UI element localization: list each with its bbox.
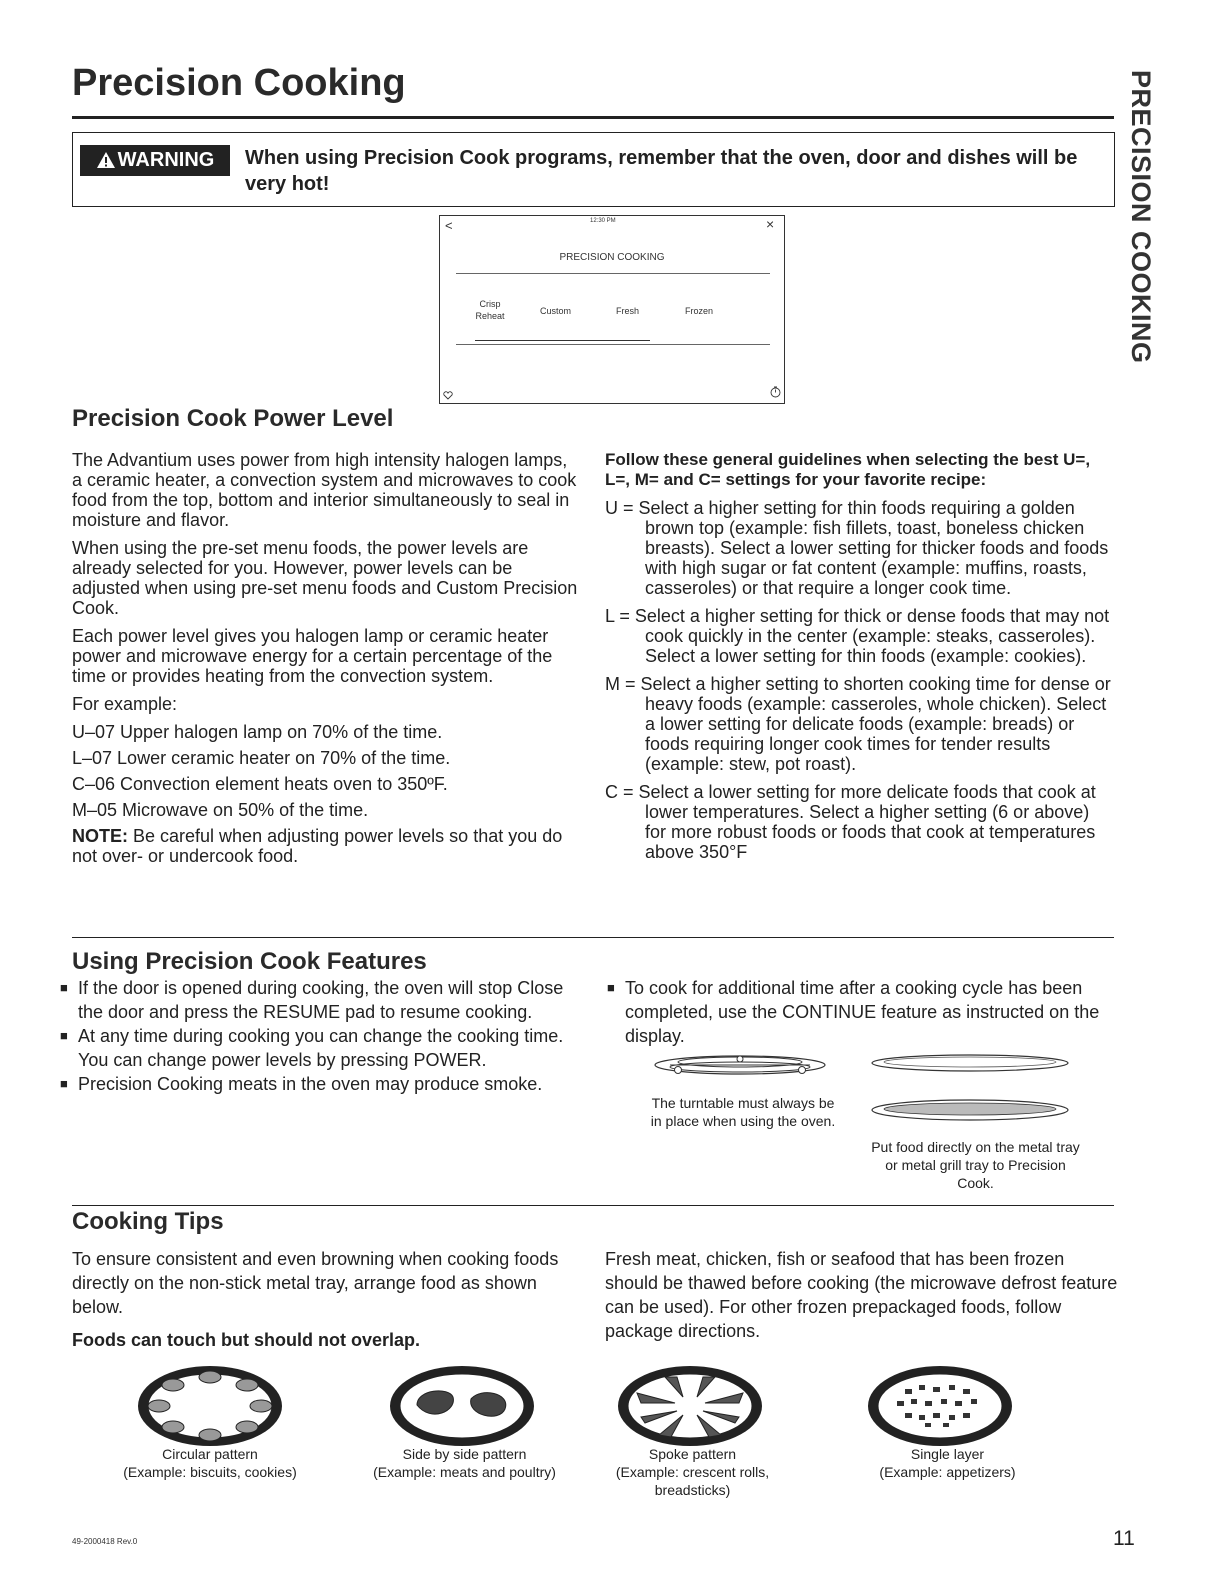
pattern-caption: Circular pattern (Example: biscuits, cookies) [123, 1446, 297, 1480]
circular-pattern-illustration [135, 1363, 285, 1454]
option-custom[interactable]: Custom [540, 306, 572, 316]
power-example: M–05 Microwave on 50% of the time. [72, 800, 369, 820]
side-by-side-pattern-illustration [387, 1363, 537, 1454]
display-title: PRECISION COOKING [559, 252, 665, 263]
section-rule-tips [72, 1205, 1114, 1206]
pattern-caption: Single layer (Example: appetizers) [879, 1446, 1016, 1480]
document-code: 49-2000418 Rev.0 [72, 1537, 138, 1546]
heart-icon[interactable] [443, 387, 453, 405]
list-item: ■ At any time during cooking you can change the cooking time. You can change power levels by pressing POWER. [60, 1026, 564, 1070]
list-item: ■ To cook for additional time after a cooking cycle has been completed, use the CONTINUE feature as instructed on the display. [607, 978, 1100, 1046]
tips-left-text: To ensure consistent and even browning when cooking foods directly on the non-stick metal tray, arrange food as shown below. [72, 1249, 559, 1317]
list-item: ■ Precision Cooking meats in the oven may produce smoke. [60, 1074, 543, 1094]
guideline-c: C = Select a lower setting for more delicate foods that cook at lower temperatures. Select a higher setting (6 or above) for more robust foods or foods that cook at temperatures above 350°F [605, 782, 1096, 862]
section-rule-features [72, 937, 1114, 938]
spoke-pattern-illustration [615, 1363, 765, 1454]
oven-display-screen [439, 215, 785, 404]
guideline-m: M = Select a higher setting to shorten cooking time for dense or heavy foods (example: casseroles, whole chicken). Select a lower setting for delicate foods (example: breads) or foods requiring longer cook times for tender results (example: stew, pot roast). [605, 674, 1111, 774]
guideline-l: L = Select a higher setting for thick or dense foods that may not cook quickly in the center (example: steaks, casseroles). Select a lower setting for thin foods (example: cookies). [605, 606, 1110, 666]
power-note: NOTE: Be careful when adjusting power levels so that you do not over- or undercook food. [72, 826, 563, 866]
close-icon[interactable]: × [766, 216, 775, 232]
warning-badge [80, 145, 230, 176]
tips-heading: Cooking Tips [72, 1208, 224, 1235]
title-rule [72, 116, 1114, 119]
option-frozen[interactable]: Frozen [685, 306, 714, 316]
list-item: ■ If the door is opened during cooking, the oven will stop Close the door and press the RESUME pad to resume cooking. [60, 978, 564, 1022]
back-chevron-icon[interactable]: < [445, 218, 453, 233]
warning-triangle-icon [96, 148, 116, 179]
page-title: Precision Cooking [72, 62, 406, 104]
display-divider-bottom [456, 344, 770, 345]
display-divider-top [456, 273, 770, 274]
tips-right-text: Fresh meat, chicken, fish or seafood that has been frozen should be thawed before cooking (the microwave defrost feature can be used). For other frozen prepackaged foods, follow package directions. [605, 1249, 1118, 1341]
power-example: C–06 Convection element heats oven to 350ºF. [72, 774, 448, 794]
grill-tray-illustration [868, 1097, 1073, 1128]
guidelines-heading: Follow these general guidelines when selecting the best U=, L=, M= and C= settings for your favorite recipe: [605, 450, 1091, 489]
tips-bold-text: Foods can touch but should not overlap. [72, 1330, 420, 1350]
pattern-caption: Spoke pattern (Example: crescent rolls, breadsticks) [615, 1446, 770, 1498]
guidelines-body [605, 450, 1115, 870]
tray-caption: Put food directly on the metal tray or metal grill tray to Precision Cook. [871, 1139, 1080, 1191]
turntable-caption: The turntable must always be in place when using the oven. [650, 1095, 836, 1129]
page-number: 11 [1113, 1527, 1135, 1550]
option-fresh[interactable]: Fresh [616, 306, 640, 316]
display-time: 12:30 PM [590, 218, 616, 224]
metal-tray-illustration [868, 1052, 1073, 1079]
power-level-heading: Precision Cook Power Level [72, 405, 394, 432]
display-divider-select [475, 340, 650, 341]
side-section-title: PRECISION COOKING [1126, 70, 1156, 364]
timer-icon[interactable] [770, 385, 781, 403]
turntable-illustration [650, 1050, 830, 1085]
power-paragraph: Each power level gives you halogen lamp or ceramic heater power and microwave energy for a certain percentage of the time or provides heating from the convection system. [72, 626, 553, 686]
power-paragraph: When using the pre-set menu foods, the power levels are already selected for you. However, power levels can be adjusted when using pre-set menu foods and Custom Precision Cook. [72, 538, 578, 618]
power-example: U–07 Upper halogen lamp on 70% of the time. [72, 722, 443, 742]
power-level-body [72, 450, 582, 874]
features-heading: Using Precision Cook Features [72, 948, 427, 975]
guideline-u: U = Select a higher setting for thin foods requiring a golden brown top (example: fish fillets, toast, boneless chicken breasts). Select a lower setting for thicker foods and foods with high sugar or fat content (example: muffins, roasts, casseroles) or that require a longer cook time. [605, 498, 1109, 598]
pattern-caption: Side by side pattern (Example: meats and poultry) [373, 1446, 556, 1480]
power-paragraph: For example: [72, 694, 178, 714]
power-paragraph: The Advantium uses power from high intensity halogen lamps, a ceramic heater, a convection system and microwaves to cook food from the top, bottom and interior simultaneously to seal in moisture and flavor. [72, 450, 577, 530]
features-left-list [60, 976, 590, 1096]
warning-label: WARNING [117, 149, 215, 171]
option-crisp-reheat[interactable]: Crisp Reheat [475, 299, 505, 321]
single-layer-pattern-illustration [865, 1363, 1015, 1454]
features-right-list [607, 976, 1112, 1048]
power-example: L–07 Lower ceramic heater on 70% of the time. [72, 748, 451, 768]
warning-text: When using Precision Cook programs, remember that the oven, door and dishes will be very hot! [245, 147, 1078, 195]
